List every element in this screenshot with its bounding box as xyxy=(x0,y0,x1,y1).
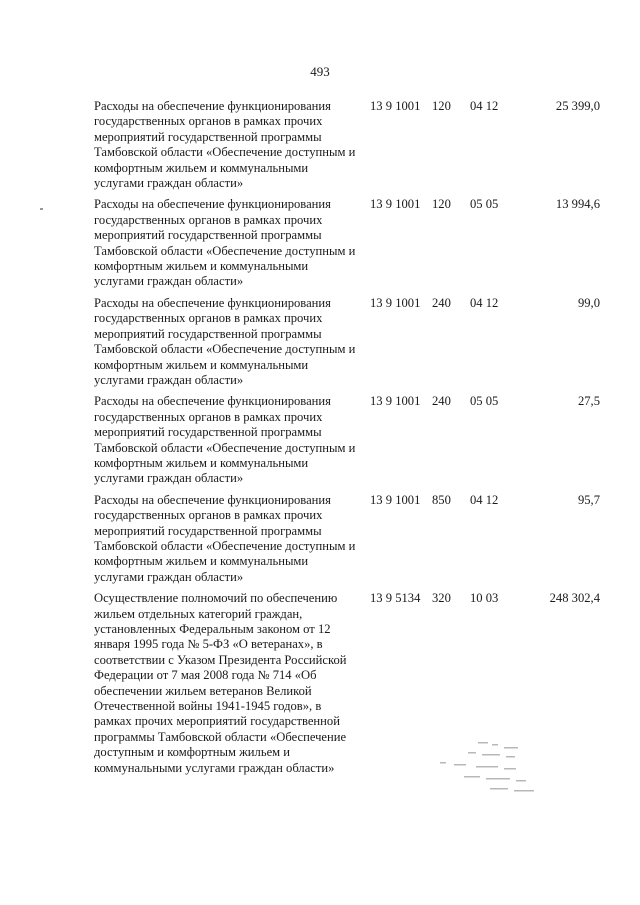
row-expense-type: 120 xyxy=(432,99,451,113)
row-target-article: 13 9 1001 xyxy=(370,394,421,409)
row-expense-type: 240 xyxy=(432,394,451,409)
row-expense-type: 320 xyxy=(432,591,451,606)
row-sum: 95,7 xyxy=(577,492,600,507)
row-target-article: 13 9 5134 xyxy=(370,591,421,606)
row-description: Расходы на обеспечение функционирования государственных органов в рамках прочих мероприятий государственной программы Тамбовской области «Обеспечение доступным и комфортным жильем и коммунальными услугами граждан области» xyxy=(94,295,356,387)
row-target-article: 13 9 1001 xyxy=(370,492,421,507)
row-sum: 25 399,0 xyxy=(555,99,600,113)
scan-speck xyxy=(40,208,43,210)
row-description: Расходы на обеспечение функционирования государственных органов в рамках прочих мероприятий государственной программы Тамбовской области «Обеспечение доступным и комфортным жильем и коммунальными услугами граждан области» xyxy=(94,197,356,289)
row-section-subsection: 10 03 xyxy=(470,591,499,606)
row-expense-type: 240 xyxy=(432,295,451,310)
row-sum: 27,5 xyxy=(577,394,600,409)
row-sum: 99,0 xyxy=(577,295,600,310)
table-row xyxy=(0,296,640,388)
table-row xyxy=(0,394,640,486)
row-section-subsection: 05 05 xyxy=(470,197,499,212)
row-target-article: 13 9 1001 xyxy=(370,99,421,113)
row-target-article: 13 9 1001 xyxy=(370,295,421,310)
row-description: Расходы на обеспечение функционирования государственных органов в рамках прочих мероприятий государственной программы Тамбовской области «Обеспечение доступным и комфортным жильем и коммунальными услугами граждан области» xyxy=(94,99,356,191)
row-description: Расходы на обеспечение функционирования государственных органов в рамках прочих мероприятий государственной программы Тамбовской области «Обеспечение доступным и комфортным жильем и коммунальными услугами граждан области» xyxy=(94,492,356,584)
row-sum: 248 302,4 xyxy=(549,591,600,606)
budget-table xyxy=(0,99,640,782)
faint-stamp-smudge xyxy=(420,738,570,798)
row-section-subsection: 04 12 xyxy=(470,99,499,113)
row-description: Осуществление полномочий по обеспечению жильем отдельных категорий граждан, установленных Федеральным законом от 12 января 1995 года № 5-ФЗ «О ветеранах», в соответствии с Указом Президента Российской Федерации от 7 мая 2008 года № 714 «Об обеспечении жильем ветеранов Великой Отечественной войны 1941-1945 годов», в рамках прочих мероприятий государственной программы Тамбовской области «Обеспечение доступным и комфортным жильем и коммунальными услугами граждан области» xyxy=(94,591,347,775)
table-row xyxy=(0,197,640,289)
row-section-subsection: 04 12 xyxy=(470,492,499,507)
table-row xyxy=(0,493,640,585)
row-section-subsection: 04 12 xyxy=(470,295,499,310)
row-target-article: 13 9 1001 xyxy=(370,197,421,212)
row-expense-type: 120 xyxy=(432,197,451,212)
row-sum: 13 994,6 xyxy=(555,197,600,212)
row-section-subsection: 05 05 xyxy=(470,394,499,409)
row-expense-type: 850 xyxy=(432,492,451,507)
page-number: 493 xyxy=(310,64,330,79)
table-row xyxy=(0,99,640,191)
row-description: Расходы на обеспечение функционирования государственных органов в рамках прочих мероприятий государственной программы Тамбовской области «Обеспечение доступным и комфортным жильем и коммунальными услугами граждан области» xyxy=(94,394,356,486)
